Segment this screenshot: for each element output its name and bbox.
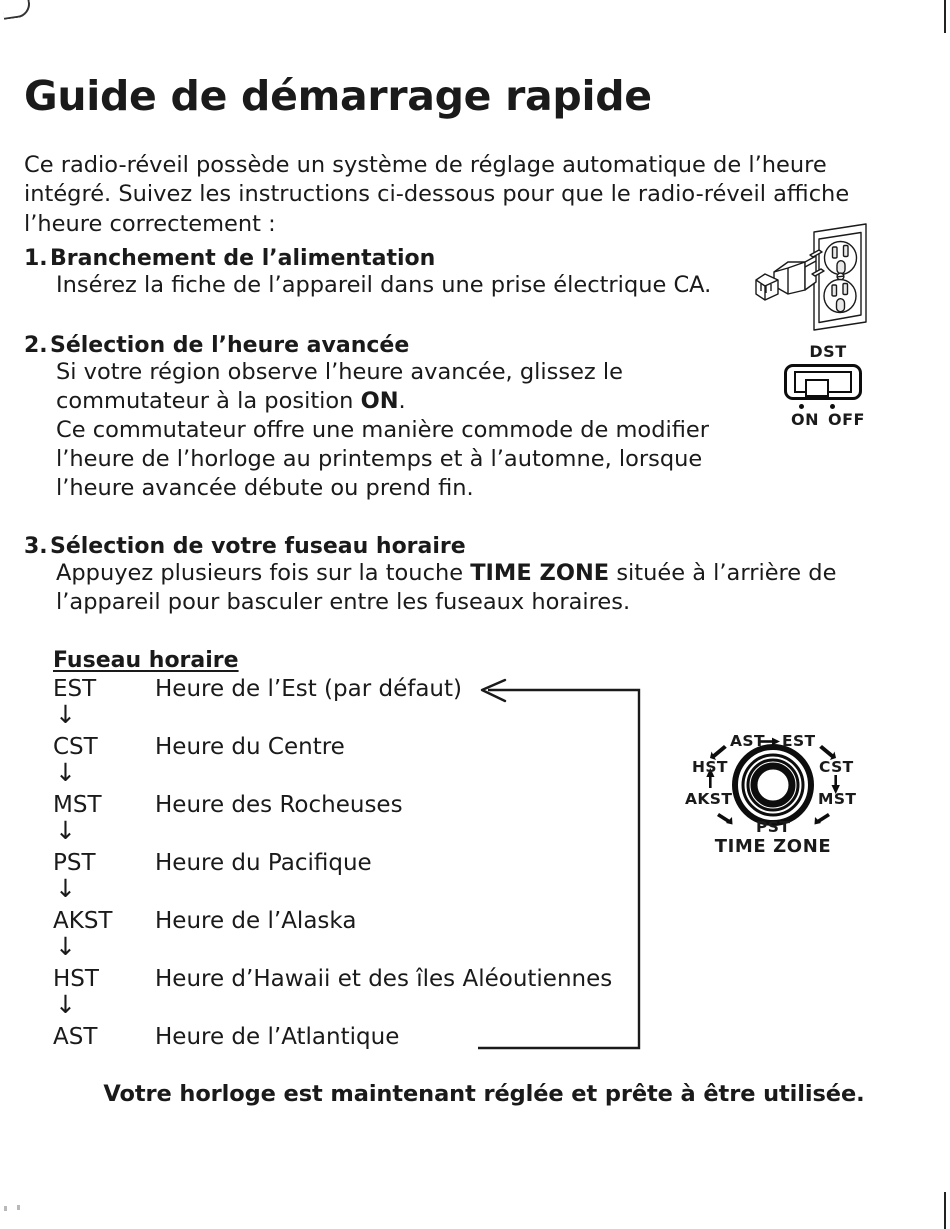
dial-label-hst: HST [692, 758, 728, 776]
step-1 [24, 246, 711, 300]
down-arrow-icon: ↓ [55, 990, 76, 1019]
step-2-emphasis-on: ON [360, 388, 399, 414]
step-3 [24, 534, 886, 617]
down-arrow-icon: ↓ [55, 816, 76, 845]
step-2-body-line-1: Si votre région observe l’heure avancée, glissez le commutateur à la position [56, 359, 623, 414]
step-3-body-line-2: située à l’arrière de l’appareil pour basculer entre les fuseaux horaires. [56, 560, 837, 615]
dial-label-akst: AKST [685, 790, 733, 808]
step-2 [24, 333, 756, 503]
scan-speck [17, 1205, 20, 1210]
closing-statement-text: Votre horloge est maintenant réglée et prête à être utilisée. [103, 1081, 865, 1107]
dst-switch-slider[interactable] [805, 379, 829, 397]
step-1-body [56, 271, 711, 300]
timezone-abbr: HST [53, 966, 99, 992]
step-3-emphasis-time-zone: TIME ZONE [470, 560, 610, 586]
timezone-description: Heure du Centre [155, 734, 345, 760]
intro-paragraph: Ce radio-réveil possède un système de réglage automatique de l’heure intégré. Suivez les instructions ci-dessous pour que le radio-réveil affiche l’heure correctement : [24, 151, 850, 237]
scan-speck [4, 1206, 7, 1211]
dst-switch-housing [784, 364, 862, 400]
step-1-heading [24, 246, 711, 271]
step-1-body-line-1: Insérez la fiche de l’appareil dans une prise électrique CA. [56, 272, 712, 298]
down-arrow-icon: ↓ [55, 874, 76, 903]
timezone-description: Heure d’Hawaii et des îles Aléoutiennes [155, 966, 613, 992]
timezone-abbr: PST [53, 850, 96, 876]
down-arrow-icon: ↓ [55, 758, 76, 787]
time-zone-dial-illustration [678, 728, 868, 858]
page-corner-curl-artifact [0, 0, 32, 20]
step-1-number: 1. [24, 246, 48, 271]
dst-position-dot-on [799, 404, 804, 409]
step-2-heading [24, 333, 756, 358]
dial-label-ast: AST [730, 732, 765, 750]
dial-label-cst: CST [819, 758, 854, 776]
timezone-description: Heure de l’Est (par défaut) [155, 676, 462, 702]
step-2-body-line-3: Ce commutateur offre une manière commode de modifier l’heure de l’horloge au printemps et à l’automne, lorsque l’heure avancée débute ou prend fin. [56, 417, 709, 501]
step-1-heading-text: Branchement de l’alimentation [50, 246, 436, 271]
dst-switch-illustration [772, 342, 884, 434]
page-edge-mark-bottom-right [944, 1192, 946, 1229]
dial-caption-time-zone: TIME ZONE [714, 836, 832, 857]
step-2-number: 2. [24, 333, 48, 358]
dst-switch-track [794, 371, 852, 393]
step-3-body-line-1: Appuyez plusieurs fois sur la touche [56, 560, 471, 586]
timezone-abbr: AKST [53, 908, 113, 934]
timezone-description: Heure des Rocheuses [155, 792, 403, 818]
dst-position-dot-off [830, 404, 835, 409]
timezone-description: Heure du Pacifique [155, 850, 372, 876]
step-2-body [56, 358, 756, 503]
step-3-number: 3. [24, 534, 48, 559]
timezone-abbr: CST [53, 734, 98, 760]
timezone-abbr: EST [53, 676, 97, 702]
timezone-loop-arrow [460, 678, 660, 1050]
timezone-description: Heure de l’Atlantique [155, 1024, 400, 1050]
dial-label-est: EST [782, 732, 816, 750]
dst-switch-top-label: DST [809, 342, 847, 361]
page-title: Guide de démarrage rapide [24, 72, 652, 120]
step-2-heading-text: Sélection de l’heure avancée [50, 333, 410, 358]
dial-label-pst: PST [756, 818, 791, 836]
dst-off-label: OFF [828, 410, 865, 429]
timezone-table-header: Fuseau horaire [53, 648, 239, 673]
page-edge-mark-top-right [944, 0, 946, 33]
down-arrow-icon: ↓ [55, 700, 76, 729]
down-arrow-icon: ↓ [55, 932, 76, 961]
step-3-heading [24, 534, 886, 559]
ac-plug-and-outlet-illustration [752, 218, 882, 338]
dst-on-label: ON [791, 410, 820, 429]
dst-switch-position-labels [772, 410, 884, 429]
dial-label-mst: MST [818, 790, 857, 808]
timezone-abbr: MST [53, 792, 102, 818]
timezone-abbr: AST [53, 1024, 98, 1050]
step-2-body-line-2: . [398, 388, 406, 414]
step-3-heading-text: Sélection de votre fuseau horaire [50, 534, 466, 559]
timezone-description: Heure de l’Alaska [155, 908, 357, 934]
closing-statement [0, 1081, 950, 1107]
step-3-body [56, 559, 886, 617]
